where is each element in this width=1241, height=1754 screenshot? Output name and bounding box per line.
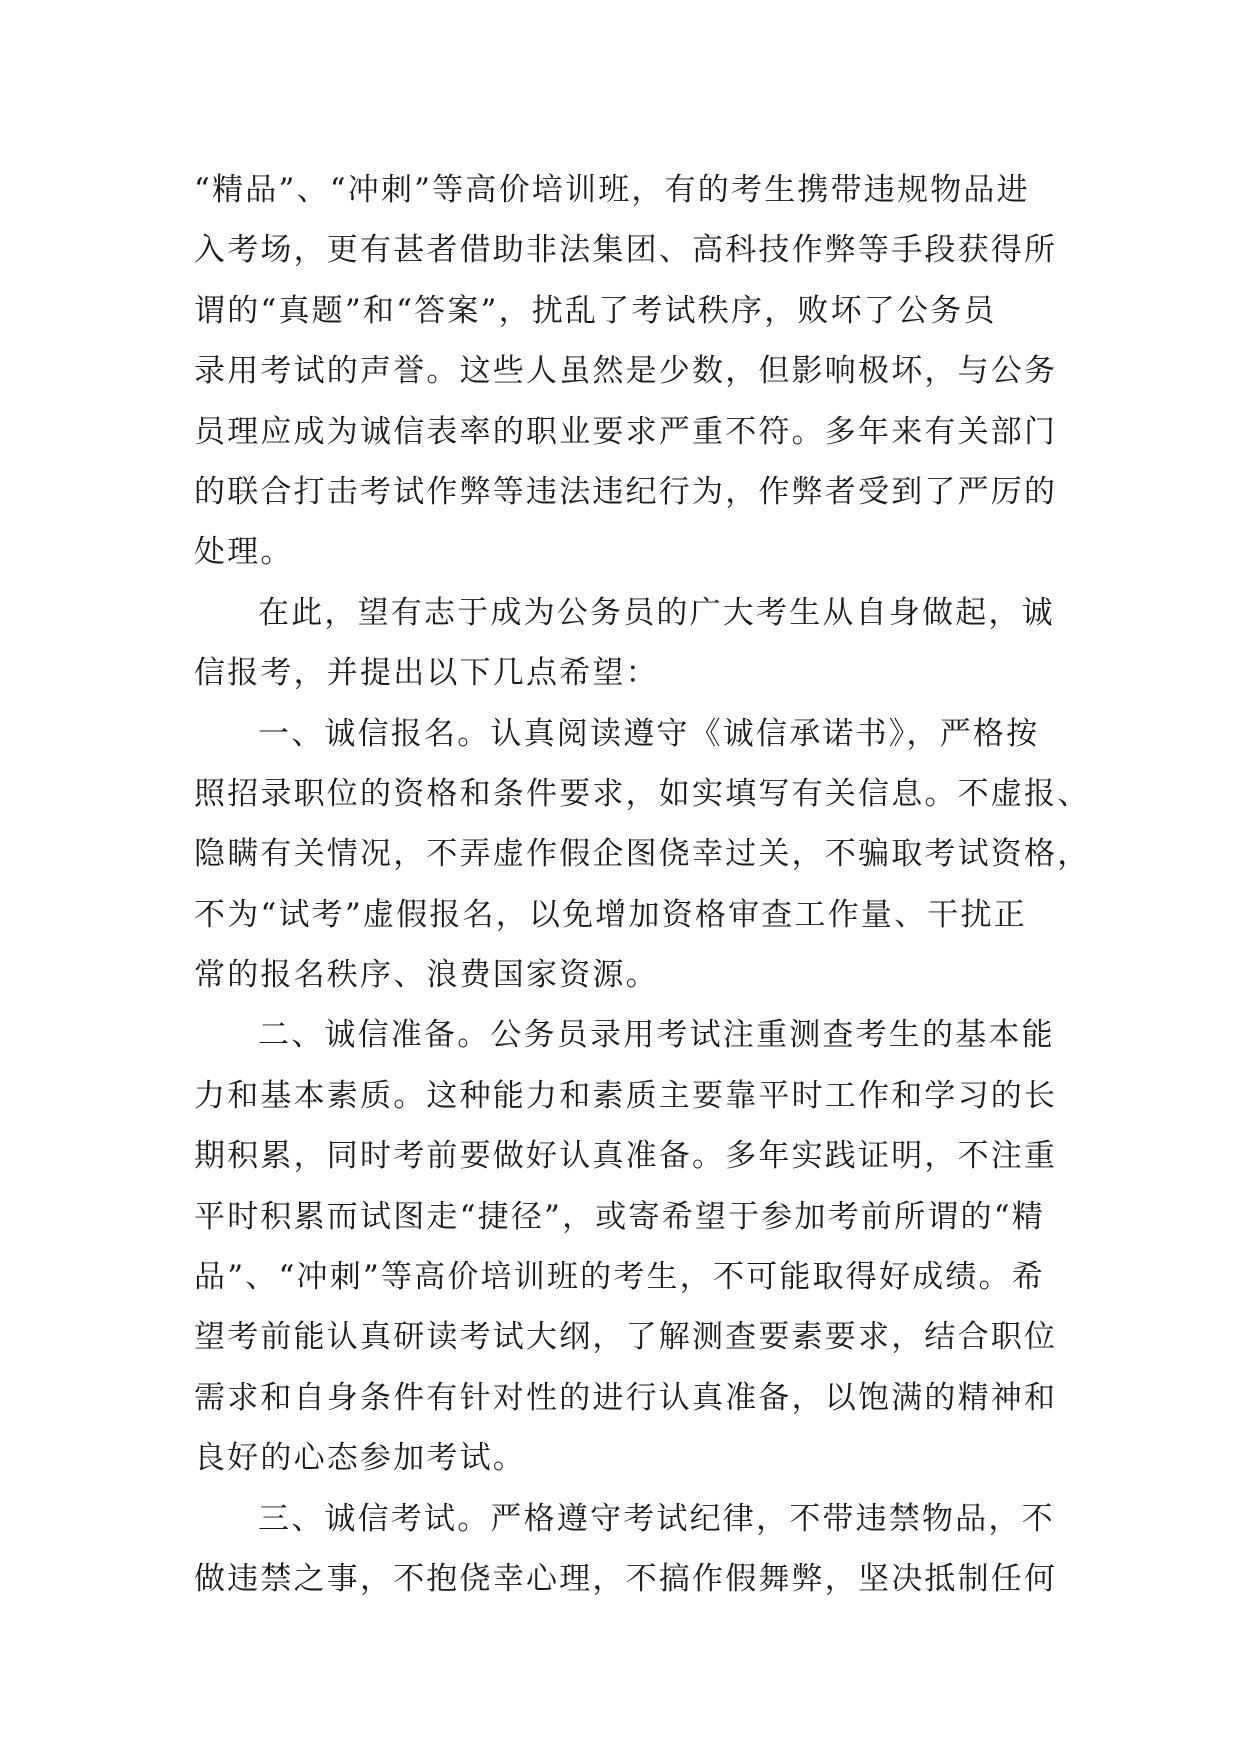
text-line: 良好的心态参加考试。 bbox=[194, 1440, 526, 1477]
text-line: 信报考，并提出以下几点希望： bbox=[194, 655, 659, 692]
text-line: 处理。 bbox=[194, 534, 294, 571]
paragraph-start-line: 二、诚信准备。公务员录用考试注重测查考生的基本能 bbox=[258, 1017, 1055, 1054]
text-line: “精品”、“冲刺”等高价培训班，有的考生携带违规物品进 bbox=[194, 172, 1030, 208]
text-line: 不为“试考”虚假报名，以免增加资格审查工作量、干扰正 bbox=[194, 896, 1027, 933]
text-line: 谓的“真题”和“答案”，扰乱了考试秩序，败坏了公务员 bbox=[194, 292, 997, 329]
text-line: 的联合打击考试作弊等违法违纪行为，作弊者受到了严厉的 bbox=[194, 473, 1058, 510]
document-body bbox=[194, 160, 1091, 1609]
text-line: 照招录职位的资格和条件要求，如实填写有关信息。不虚报、 bbox=[194, 775, 1091, 812]
text-line: 望考前能认真研读考试大纲，了解测查要素要求，结合职位 bbox=[194, 1319, 1058, 1356]
paragraph-start-line: 一、诚信报名。认真阅读遵守《诚信承诺书》，严格按 bbox=[258, 715, 1040, 752]
text-line: 做违禁之事，不抱侥幸心理，不搞作假舞弊，坚决抵制任何 bbox=[194, 1560, 1058, 1597]
text-line: 需求和自身条件有针对性的进行认真准备，以饱满的精神和 bbox=[194, 1379, 1058, 1416]
text-line: 平时积累而试图走“捷径”，或寄希望于参加考前所谓的“精 bbox=[194, 1198, 1045, 1235]
text-line: 隐瞒有关情况，不弄虚作假企图侥幸过关，不骗取考试资格， bbox=[194, 836, 1091, 873]
text-line: 期积累，同时考前要做好认真准备。多年实践证明，不注重 bbox=[194, 1138, 1058, 1175]
text-line: 品”、“冲刺”等高价培训班的考生，不可能取得好成绩。希 bbox=[194, 1259, 1045, 1296]
paragraph-start-line: 在此，望有志于成为公务员的广大考生从自身做起，诚 bbox=[258, 594, 1055, 631]
text-line: 入考场，更有甚者借助非法集团、高科技作弊等手段获得所 bbox=[194, 232, 1058, 269]
text-line: 员理应成为诚信表率的职业要求严重不符。多年来有关部门 bbox=[194, 413, 1058, 450]
text-line: 录用考试的声誉。这些人虽然是少数，但影响极坏，与公务 bbox=[194, 353, 1058, 390]
text-line: 力和基本素质。这种能力和素质主要靠平时工作和学习的长 bbox=[194, 1077, 1058, 1114]
paragraph-start-line: 三、诚信考试。严格遵守考试纪律，不带违禁物品，不 bbox=[258, 1500, 1055, 1537]
text-line: 常的报名秩序、浪费国家资源。 bbox=[194, 957, 659, 994]
